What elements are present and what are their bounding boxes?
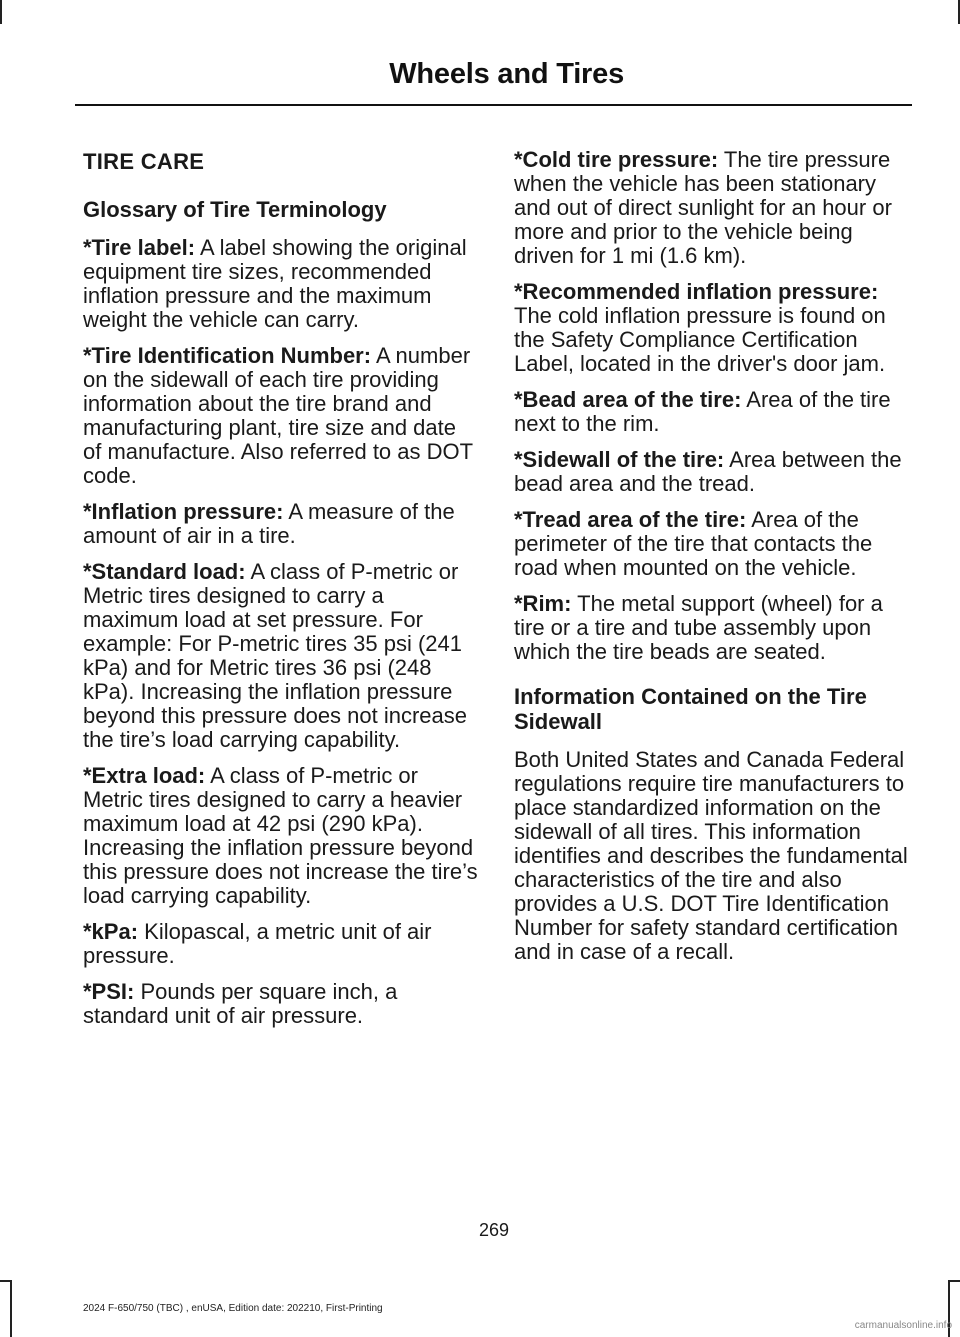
glossary-entry (83, 560, 478, 752)
glossary-entry (83, 980, 478, 1028)
glossary-term: *Tire label: (83, 235, 196, 260)
page-header-title: Wheels and Tires (389, 58, 624, 90)
glossary-definition: Area between the bead area and the tread. (514, 447, 902, 496)
glossary-term: *Bead area of the tire: (514, 387, 742, 412)
glossary-term: *Recommended inflation pressure: (514, 279, 879, 304)
page-number: 269 (478, 1220, 510, 1240)
glossary-entry (83, 500, 478, 548)
left-column (83, 148, 478, 1040)
glossary-entry (83, 764, 478, 908)
glossary-term: *Extra load: (83, 763, 206, 788)
glossary-entry (514, 280, 909, 376)
sidewall-heading: Information Contained on the Tire Sidewall (514, 684, 867, 734)
glossary-entry (83, 344, 478, 488)
glossary-definition: A measure of the amount of air in a tire. (83, 499, 455, 548)
glossary-definition: A number on the sidewall of each tire providing information about the tire brand and manufacturing plant, tire size and date of manufacture. Also referred to as DOT code. (83, 343, 473, 488)
glossary-term: *Sidewall of the tire: (514, 447, 725, 472)
glossary-definition: A class of P-metric or Metric tires designed to carry a heavier maximum load at 42 psi (290 kPa). Increasing the inflation pressure beyond this pressure does not increase the tire’s load carrying capability. (83, 763, 478, 908)
right-column (514, 148, 909, 976)
glossary-heading: Glossary of Tire Terminology (83, 197, 387, 222)
glossary-definition: Area of the perimeter of the tire that contacts the road when mounted on the vehicle. (514, 507, 873, 580)
crop-mark-top-left (0, 0, 2, 24)
glossary-term: *PSI: (83, 979, 135, 1004)
glossary-term: *Cold tire pressure: (514, 147, 719, 172)
glossary-definition: Area of the tire next to the rim. (514, 387, 891, 436)
sidewall-paragraph: Both United States and Canada Federal regulations require tire manufacturers to place standardized information on the sidewall of all tires. This information identifies and describes the fundamental characteristics of the tire and also provides a U.S. DOT Tire Identification Number for safety standard certification and in case of a recall. (514, 747, 908, 964)
glossary-entry (514, 388, 909, 436)
glossary-term: *Inflation pressure: (83, 499, 284, 524)
glossary-term: *Standard load: (83, 559, 246, 584)
watermark: carmanualsonline.info (854, 1320, 952, 1331)
glossary-entry (83, 236, 478, 332)
section-heading: TIRE CARE (83, 149, 205, 174)
glossary-definition: The metal support (wheel) for a tire or a tire and tube assembly upon which the tire beads are seated. (514, 591, 883, 664)
glossary-term: *Tread area of the tire: (514, 507, 747, 532)
glossary-definition: A label showing the original equipment tire sizes, recommended inflation pressure and the maximum weight the vehicle can carry. (83, 235, 467, 332)
glossary-definition: Kilopascal, a metric unit of air pressure. (83, 919, 432, 968)
glossary-definition: The tire pressure when the vehicle has been stationary and out of direct sunlight for an hour or more and prior to the vehicle being driven for 1 mi (1.6 km). (514, 147, 892, 268)
glossary-entry (514, 448, 909, 496)
glossary-entry (514, 148, 909, 268)
glossary-definition: The cold inflation pressure is found on the Safety Compliance Certification Label, located in the driver's door jam. (514, 303, 886, 376)
crop-mark-bottom-left (10, 1280, 12, 1337)
header-divider (75, 104, 912, 106)
glossary-term: *Rim: (514, 591, 572, 616)
footer-edition-info: 2024 F-650/750 (TBC) , enUSA, Edition date: 202210, First-Printing (83, 1303, 383, 1314)
glossary-entry (83, 920, 478, 968)
crop-mark-bottom-right-h (948, 1280, 960, 1282)
glossary-term: *kPa: (83, 919, 139, 944)
glossary-definition: A class of P-metric or Metric tires designed to carry a maximum load at set pressure. For example: For P-metric tires 35 psi (241 kPa) and for Metric tires 36 psi (248 kPa). Increasing the inflation pressure beyond this pressure does not increase the tire’s load carrying capability. (83, 559, 468, 752)
glossary-term: *Tire Identification Number: (83, 343, 372, 368)
crop-mark-bottom-left-h (0, 1280, 12, 1282)
glossary-definition: Pounds per square inch, a standard unit of air pressure. (83, 979, 398, 1028)
glossary-entry (514, 592, 909, 664)
glossary-entry (514, 508, 909, 580)
